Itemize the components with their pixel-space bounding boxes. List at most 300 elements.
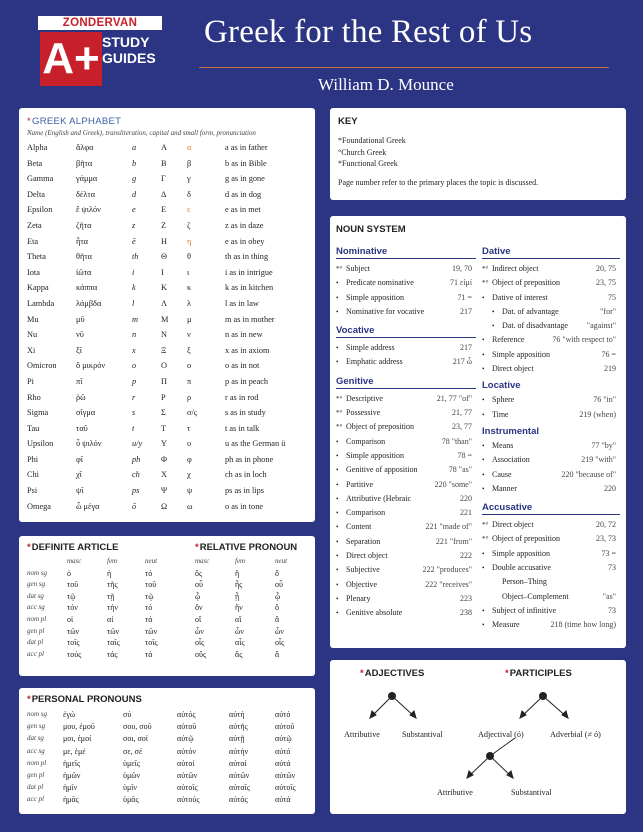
- table-row: [27, 733, 307, 745]
- page-reference: 19, 70: [452, 264, 472, 273]
- capital-letter: Ε: [161, 205, 167, 215]
- bullet-mark: •: [482, 484, 485, 493]
- greek-name: ἄλφα: [76, 143, 94, 152]
- table-cell: αὐτῇ: [229, 734, 245, 744]
- usage-label: Measure: [492, 620, 520, 630]
- noun-usage-item: [336, 449, 476, 463]
- letter-name: Zeta: [27, 220, 42, 230]
- author: William D. Mounce: [318, 75, 454, 94]
- pronunciation: t as in talk: [225, 423, 260, 433]
- bullet-mark: *°: [482, 279, 489, 288]
- small-letter: ζ: [187, 220, 191, 230]
- definite-article-heading: *DEFINITE ARTICLE: [27, 542, 119, 553]
- noun-usage-item: [336, 463, 476, 477]
- table-cell: ἅς: [235, 649, 243, 659]
- table-cell: τοῖς: [67, 638, 80, 648]
- usage-label: Simple apposition: [492, 548, 550, 558]
- alphabet-row: [27, 202, 307, 218]
- noun-usage-item: [482, 393, 620, 407]
- letter-name: Psi: [27, 486, 38, 496]
- letter-name: Omicron: [27, 361, 57, 371]
- noun-usage-item: [336, 355, 476, 369]
- greek-name: νῦ: [76, 330, 84, 340]
- alphabet-row: [27, 374, 307, 390]
- capital-letter: Γ: [161, 174, 166, 184]
- table-cell: αὐτούς: [177, 795, 200, 805]
- page-reference: 220 "some": [434, 479, 472, 489]
- page-reference: 222 "receives": [425, 579, 472, 589]
- usage-label: Direct object: [346, 551, 388, 561]
- greek-name: χῖ: [76, 470, 82, 480]
- small-letter: ι: [187, 267, 190, 277]
- table-cell: τῶν: [107, 626, 120, 636]
- transliteration: i: [132, 267, 135, 277]
- pronunciation: o as in tone: [225, 501, 264, 511]
- page-reference: 73: [608, 605, 616, 615]
- table-cell: ὧν: [275, 626, 284, 636]
- table-cell: αὐτοῦ: [275, 722, 295, 732]
- table-row: [27, 591, 307, 603]
- table-cell: αὐτῷ: [177, 734, 194, 744]
- table-cell: ὁ: [67, 568, 71, 578]
- page-reference: 76 "in": [593, 395, 616, 405]
- usage-label: Partitive: [346, 479, 374, 489]
- adj-substantival-label: Substantival: [402, 730, 443, 739]
- usage-label: Attributive (Hebraic: [346, 493, 412, 503]
- table-cell: αἵ: [235, 614, 242, 624]
- page-reference: 221 "made of": [425, 522, 472, 532]
- noun-usage-item: [336, 549, 476, 563]
- bullet-mark: *°: [336, 409, 343, 418]
- letter-name: Iota: [27, 267, 40, 277]
- table-cell: τῷ: [67, 591, 76, 601]
- capital-letter: Ξ: [161, 345, 167, 355]
- study-guides-label: STUDY GUIDES: [102, 34, 156, 66]
- table-row: [27, 782, 307, 794]
- usage-label: Simple apposition: [492, 349, 550, 359]
- bullet-mark: *°: [336, 394, 343, 403]
- pronunciation: s as in study: [225, 408, 266, 418]
- usage-label: Dat. of disadvantage: [502, 321, 568, 331]
- noun-usage-item: [482, 333, 620, 347]
- table-cell: αὐτό: [275, 746, 291, 756]
- table-row: [27, 746, 307, 758]
- zondervan-logo: [38, 16, 162, 86]
- transliteration: p: [132, 376, 137, 386]
- capital-letter: Α: [161, 143, 167, 152]
- greek-name: πῖ: [76, 376, 83, 386]
- table-cell: τῶν: [67, 626, 80, 636]
- alphabet-row: [27, 218, 307, 234]
- table-cell: οἷς: [275, 638, 285, 648]
- pronunciation: n as in new: [225, 330, 263, 340]
- pronunciation: u as the German ü: [225, 439, 286, 449]
- capital-letter: Η: [161, 236, 167, 246]
- capital-letter: Ι: [161, 267, 164, 277]
- table-row: [27, 770, 307, 782]
- bullet-mark: •: [336, 451, 339, 460]
- bullet-mark: •: [336, 480, 339, 489]
- table-cell: οἱ: [67, 614, 74, 624]
- pronunciation: o as in not: [225, 361, 260, 371]
- bullet-mark: •: [482, 549, 485, 558]
- bullet-mark: •: [482, 336, 485, 345]
- capital-letter: Π: [161, 376, 167, 386]
- bullet-mark: •: [336, 437, 339, 446]
- page-reference: 78 "than": [441, 436, 472, 446]
- table-cell: ᾧ: [195, 591, 201, 601]
- letter-name: Gamma: [27, 174, 54, 184]
- brand-name: ZONDERVAN: [38, 16, 162, 30]
- letter-name: Sigma: [27, 408, 49, 418]
- greek-name: λάμβδα: [76, 298, 102, 308]
- noun-usage-item: [336, 435, 476, 449]
- column-header: masc: [195, 557, 210, 565]
- noun-usage-item: [336, 478, 476, 492]
- page-reference: 78 "as": [448, 465, 472, 475]
- noun-usage-item: [336, 606, 476, 620]
- page-reference: 219: [604, 364, 616, 374]
- letter-name: Theta: [27, 252, 46, 262]
- small-letter: δ: [187, 189, 191, 199]
- table-cell: αὐτῷ: [275, 734, 292, 744]
- table-cell: τοῦ: [67, 580, 79, 590]
- page-reference: 217 ὦ: [452, 357, 472, 367]
- table-cell: αὐτῶν: [177, 770, 198, 780]
- table-cell: αὐτοῦ: [177, 722, 197, 732]
- table-cell: ὅ: [275, 603, 279, 613]
- adjectival-label: Adjectival (ó): [478, 730, 524, 739]
- table-cell: τάς: [107, 649, 118, 659]
- pronunciation: e as in obey: [225, 236, 265, 246]
- noun-usage-item: [482, 362, 620, 376]
- table-cell: ὅν: [195, 603, 203, 613]
- page-reference: 76 =: [601, 349, 616, 359]
- bullet-mark: •: [492, 307, 495, 316]
- noun-usage-item: [336, 305, 476, 319]
- page-reference: 75: [608, 292, 616, 302]
- noun-usage-item: [482, 453, 620, 467]
- transliteration: m: [132, 314, 138, 324]
- table-cell: ἧς: [235, 580, 243, 590]
- pronunciation: th as in thing: [225, 252, 269, 262]
- alphabet-row: [27, 280, 307, 296]
- bullet-mark: •: [336, 358, 339, 367]
- noun-usage-item: [336, 563, 476, 577]
- page-reference: 220: [460, 493, 472, 503]
- bullet-mark: *°: [336, 265, 343, 273]
- table-cell: σε, σέ: [123, 746, 143, 756]
- letter-name: Epsilon: [27, 205, 53, 215]
- table-cell: αὐτοῖς: [177, 783, 198, 793]
- usage-label: Genitive absolute: [346, 608, 403, 618]
- usage-label: Indirect object: [492, 264, 539, 273]
- table-cell: ἐγώ: [63, 710, 76, 719]
- small-letter: θ: [187, 252, 191, 262]
- small-letter: ξ: [187, 345, 191, 355]
- bullet-mark: •: [482, 456, 485, 465]
- greek-name: δέλτα: [76, 189, 96, 199]
- page-reference: 78 =: [457, 450, 472, 460]
- usage-label: Simple apposition: [346, 450, 404, 460]
- bullet-mark: •: [336, 293, 339, 302]
- pronunciation: p as in peach: [225, 376, 269, 386]
- letter-name: Pi: [27, 376, 34, 386]
- capital-letter: Μ: [161, 314, 169, 324]
- alphabet-table: [27, 140, 307, 514]
- table-cell: ἥν: [235, 603, 243, 613]
- table-cell: ὅ: [275, 568, 279, 578]
- table-cell: οὕς: [195, 649, 207, 659]
- capital-letter: Β: [161, 158, 167, 168]
- table-cell: τῶν: [145, 626, 158, 636]
- table-row: [27, 614, 307, 626]
- transliteration: d: [132, 189, 137, 199]
- transliteration: t: [132, 423, 135, 433]
- alphabet-row: [27, 296, 307, 312]
- table-cell: αὐταῖς: [229, 783, 250, 793]
- transliteration: x: [132, 345, 136, 355]
- alphabet-row: [27, 234, 307, 250]
- row-label: acc pl: [27, 649, 44, 658]
- alphabet-row: [27, 265, 307, 281]
- pronunciation: e as in met: [225, 205, 261, 215]
- noun-system-heading: NOUN SYSTEM: [336, 224, 406, 235]
- transliteration: g: [132, 174, 137, 184]
- capital-letter: Υ: [161, 439, 167, 449]
- alphabet-row: [27, 343, 307, 359]
- small-letter: η: [187, 236, 192, 246]
- pronunciation: d as in dog: [225, 189, 262, 199]
- bullet-mark: •: [336, 566, 339, 575]
- aplus-mark: A+: [40, 32, 102, 86]
- capital-letter: Σ: [161, 408, 166, 418]
- row-label: acc sg: [27, 746, 45, 755]
- noun-usage-item: [482, 532, 620, 546]
- usage-label: Simple apposition: [346, 292, 404, 302]
- bullet-mark: •: [336, 307, 339, 316]
- table-cell: τά: [145, 649, 153, 659]
- column-header: masc: [67, 557, 82, 565]
- noun-usage-item: [482, 439, 620, 453]
- table-cell: αὐτοῖς: [275, 783, 296, 793]
- pronunciation: ch as in loch: [225, 470, 267, 480]
- usage-label: Comparison: [346, 508, 386, 518]
- bullet-mark: •: [482, 441, 485, 450]
- page-reference: 73 =: [601, 548, 616, 558]
- usage-label: Comparison: [346, 436, 386, 446]
- page-reference: 221: [460, 508, 472, 518]
- transliteration: ps: [132, 486, 140, 496]
- page-reference: 222: [460, 551, 472, 561]
- table-cell: ἡμῖν: [63, 783, 78, 793]
- usage-label: Time: [492, 409, 509, 419]
- table-row: [27, 721, 307, 733]
- bullet-mark: •: [482, 293, 485, 302]
- table-cell: τοῦ: [145, 580, 157, 590]
- row-label: acc sg: [27, 603, 45, 612]
- table-row: [27, 579, 307, 591]
- participles-heading: *PARTICIPLES: [505, 668, 572, 679]
- usage-label: Direct object: [492, 364, 534, 374]
- usage-label: Genitive of apposition: [346, 465, 418, 475]
- table-row: [27, 568, 307, 580]
- noun-usage-item: [482, 291, 620, 305]
- table-cell: ὅς: [195, 568, 203, 578]
- pronunciation: ps as in lips: [225, 486, 264, 496]
- case-heading: Accusative: [482, 502, 620, 515]
- pronunciation: l as in law: [225, 298, 259, 308]
- bullet-mark: •: [482, 396, 485, 405]
- noun-usage-item: [336, 392, 476, 406]
- usage-label: Plenary: [346, 593, 371, 603]
- key-line: °Church Greek: [338, 147, 387, 157]
- pronunciation: r as in rod: [225, 392, 259, 402]
- table-cell: αὐτῶν: [275, 770, 296, 780]
- table-cell: οἷς: [195, 638, 205, 648]
- table-cell: τήν: [107, 603, 119, 613]
- table-cell: ὑμεῖς: [123, 758, 140, 768]
- page-reference: 23, 75: [596, 278, 616, 288]
- bullet-mark: •: [336, 609, 339, 618]
- bullet-mark: *°: [482, 535, 489, 544]
- transliteration: ō: [132, 501, 137, 511]
- bullet-mark: •: [482, 470, 485, 479]
- adverbial-label: Adverbial (≠ ó): [550, 730, 601, 739]
- row-label: nom sg: [27, 568, 48, 577]
- key-line: *Functional Greek: [338, 159, 398, 168]
- pronunciation: ph as in phone: [225, 454, 274, 464]
- personal-pronouns-panel: [19, 688, 315, 814]
- page-reference: 76 "with respect to": [552, 335, 616, 345]
- usage-label: Simple address: [346, 343, 395, 353]
- table-cell: αὐτά: [275, 795, 291, 805]
- personal-pronouns-heading: *PERSONAL PRONOUNS: [27, 694, 142, 705]
- capital-letter: Ρ: [161, 392, 166, 402]
- pronunciation: b as in Bible: [225, 158, 267, 168]
- table-cell: αὐτῶν: [229, 770, 250, 780]
- table-cell: αὐταί: [229, 758, 247, 768]
- pronunciation: x as in axiom: [225, 345, 270, 355]
- greek-alphabet-panel: [19, 108, 315, 522]
- adj-attributive-label: Attributive: [344, 730, 380, 739]
- article-headings: [27, 542, 307, 554]
- noun-usage-item: [482, 262, 620, 276]
- pronunciation: z as in daze: [225, 220, 264, 230]
- pronunciation: g as in gone: [225, 174, 265, 184]
- table-cell: αὐτάς: [229, 795, 248, 805]
- table-cell: ἡμεῖς: [63, 758, 81, 768]
- row-label: dat pl: [27, 638, 44, 647]
- capital-letter: Χ: [161, 470, 167, 480]
- table-cell: ὑμῖν: [123, 783, 138, 793]
- page-reference: 73: [608, 563, 616, 573]
- transliteration: z: [132, 220, 136, 230]
- noun-usage-item: [482, 276, 620, 290]
- table-cell: αὐτοί: [177, 758, 195, 768]
- page-reference: 221 "from": [435, 536, 472, 546]
- noun-usage-item: [336, 262, 476, 276]
- table-cell: τό: [145, 603, 153, 613]
- key-legend: [338, 135, 618, 170]
- greek-name: ῥῶ: [76, 392, 86, 402]
- bullet-mark: •: [336, 279, 339, 288]
- capital-letter: Δ: [161, 189, 167, 199]
- alphabet-row: [27, 390, 307, 406]
- capital-letter: Φ: [161, 454, 168, 464]
- usage-label: Reference: [492, 335, 525, 345]
- bullet-mark: *°: [482, 265, 489, 273]
- bullet-mark: •: [492, 322, 495, 331]
- row-label: gen sg: [27, 722, 46, 731]
- row-label: gen pl: [27, 626, 45, 635]
- key-note: Page number refer to the primary places the topic is discussed.: [338, 177, 539, 187]
- page-reference: "as": [602, 591, 616, 601]
- greek-name: ἰῶτα: [76, 267, 92, 277]
- page-reference: 20, 72: [596, 520, 616, 530]
- letter-name: Phi: [27, 454, 39, 464]
- usage-label: Manner: [492, 483, 517, 493]
- noun-usage-item: [336, 492, 476, 506]
- usage-label: Dat. of advantage: [502, 306, 559, 316]
- greek-name: σῖγμα: [76, 408, 96, 418]
- table-cell: ἥ: [235, 568, 240, 578]
- table-row: [27, 794, 307, 806]
- bullet-mark: •: [482, 410, 485, 419]
- alphabet-row: [27, 156, 307, 172]
- bullet-mark: •: [336, 344, 339, 353]
- capital-letter: Ζ: [161, 220, 167, 230]
- row-label: dat sg: [27, 591, 44, 600]
- table-cell: τόν: [67, 603, 78, 613]
- alphabet-hint: Name (English and Greek), transliteration, capital and small form, pronunciation: [27, 129, 256, 137]
- table-cell: αὐτήν: [229, 746, 249, 756]
- row-label: acc pl: [27, 795, 44, 804]
- table-cell: τῆς: [107, 580, 118, 590]
- usage-label: Separation: [346, 536, 381, 546]
- usage-label: Cause: [492, 469, 512, 479]
- greek-name: ζῆτα: [76, 220, 92, 230]
- capital-letter: Λ: [161, 298, 168, 308]
- page-reference: 219 "with": [581, 455, 616, 465]
- usage-label: Subjective: [346, 565, 380, 575]
- alphabet-row: [27, 249, 307, 265]
- bullet-mark: *°: [336, 423, 343, 432]
- greek-name: βῆτα: [76, 158, 93, 168]
- greek-name: κάππα: [76, 283, 98, 293]
- transliteration: b: [132, 158, 137, 168]
- transliteration: e: [132, 205, 136, 215]
- noun-usage-item: [482, 561, 620, 575]
- small-letter: ψ: [187, 486, 193, 496]
- table-cell: ᾧ: [275, 591, 281, 601]
- page-reference: 238: [460, 608, 472, 618]
- row-label: dat pl: [27, 783, 44, 792]
- transliteration: u/y: [132, 439, 143, 449]
- greek-name: θῆτα: [76, 252, 92, 262]
- table-cell: ἅ: [275, 649, 280, 659]
- small-letter: β: [187, 158, 192, 168]
- noun-usage-item: [336, 506, 476, 520]
- alphabet-row: [27, 171, 307, 187]
- row-label: gen sg: [27, 580, 46, 589]
- usage-label: Direct object: [492, 520, 534, 530]
- small-letter: ρ: [187, 392, 192, 402]
- table-cell: αὐτό: [275, 710, 291, 719]
- small-letter: φ: [187, 454, 192, 464]
- pronunciation: i as in intrigue: [225, 267, 273, 277]
- noun-usage-item: [482, 468, 620, 482]
